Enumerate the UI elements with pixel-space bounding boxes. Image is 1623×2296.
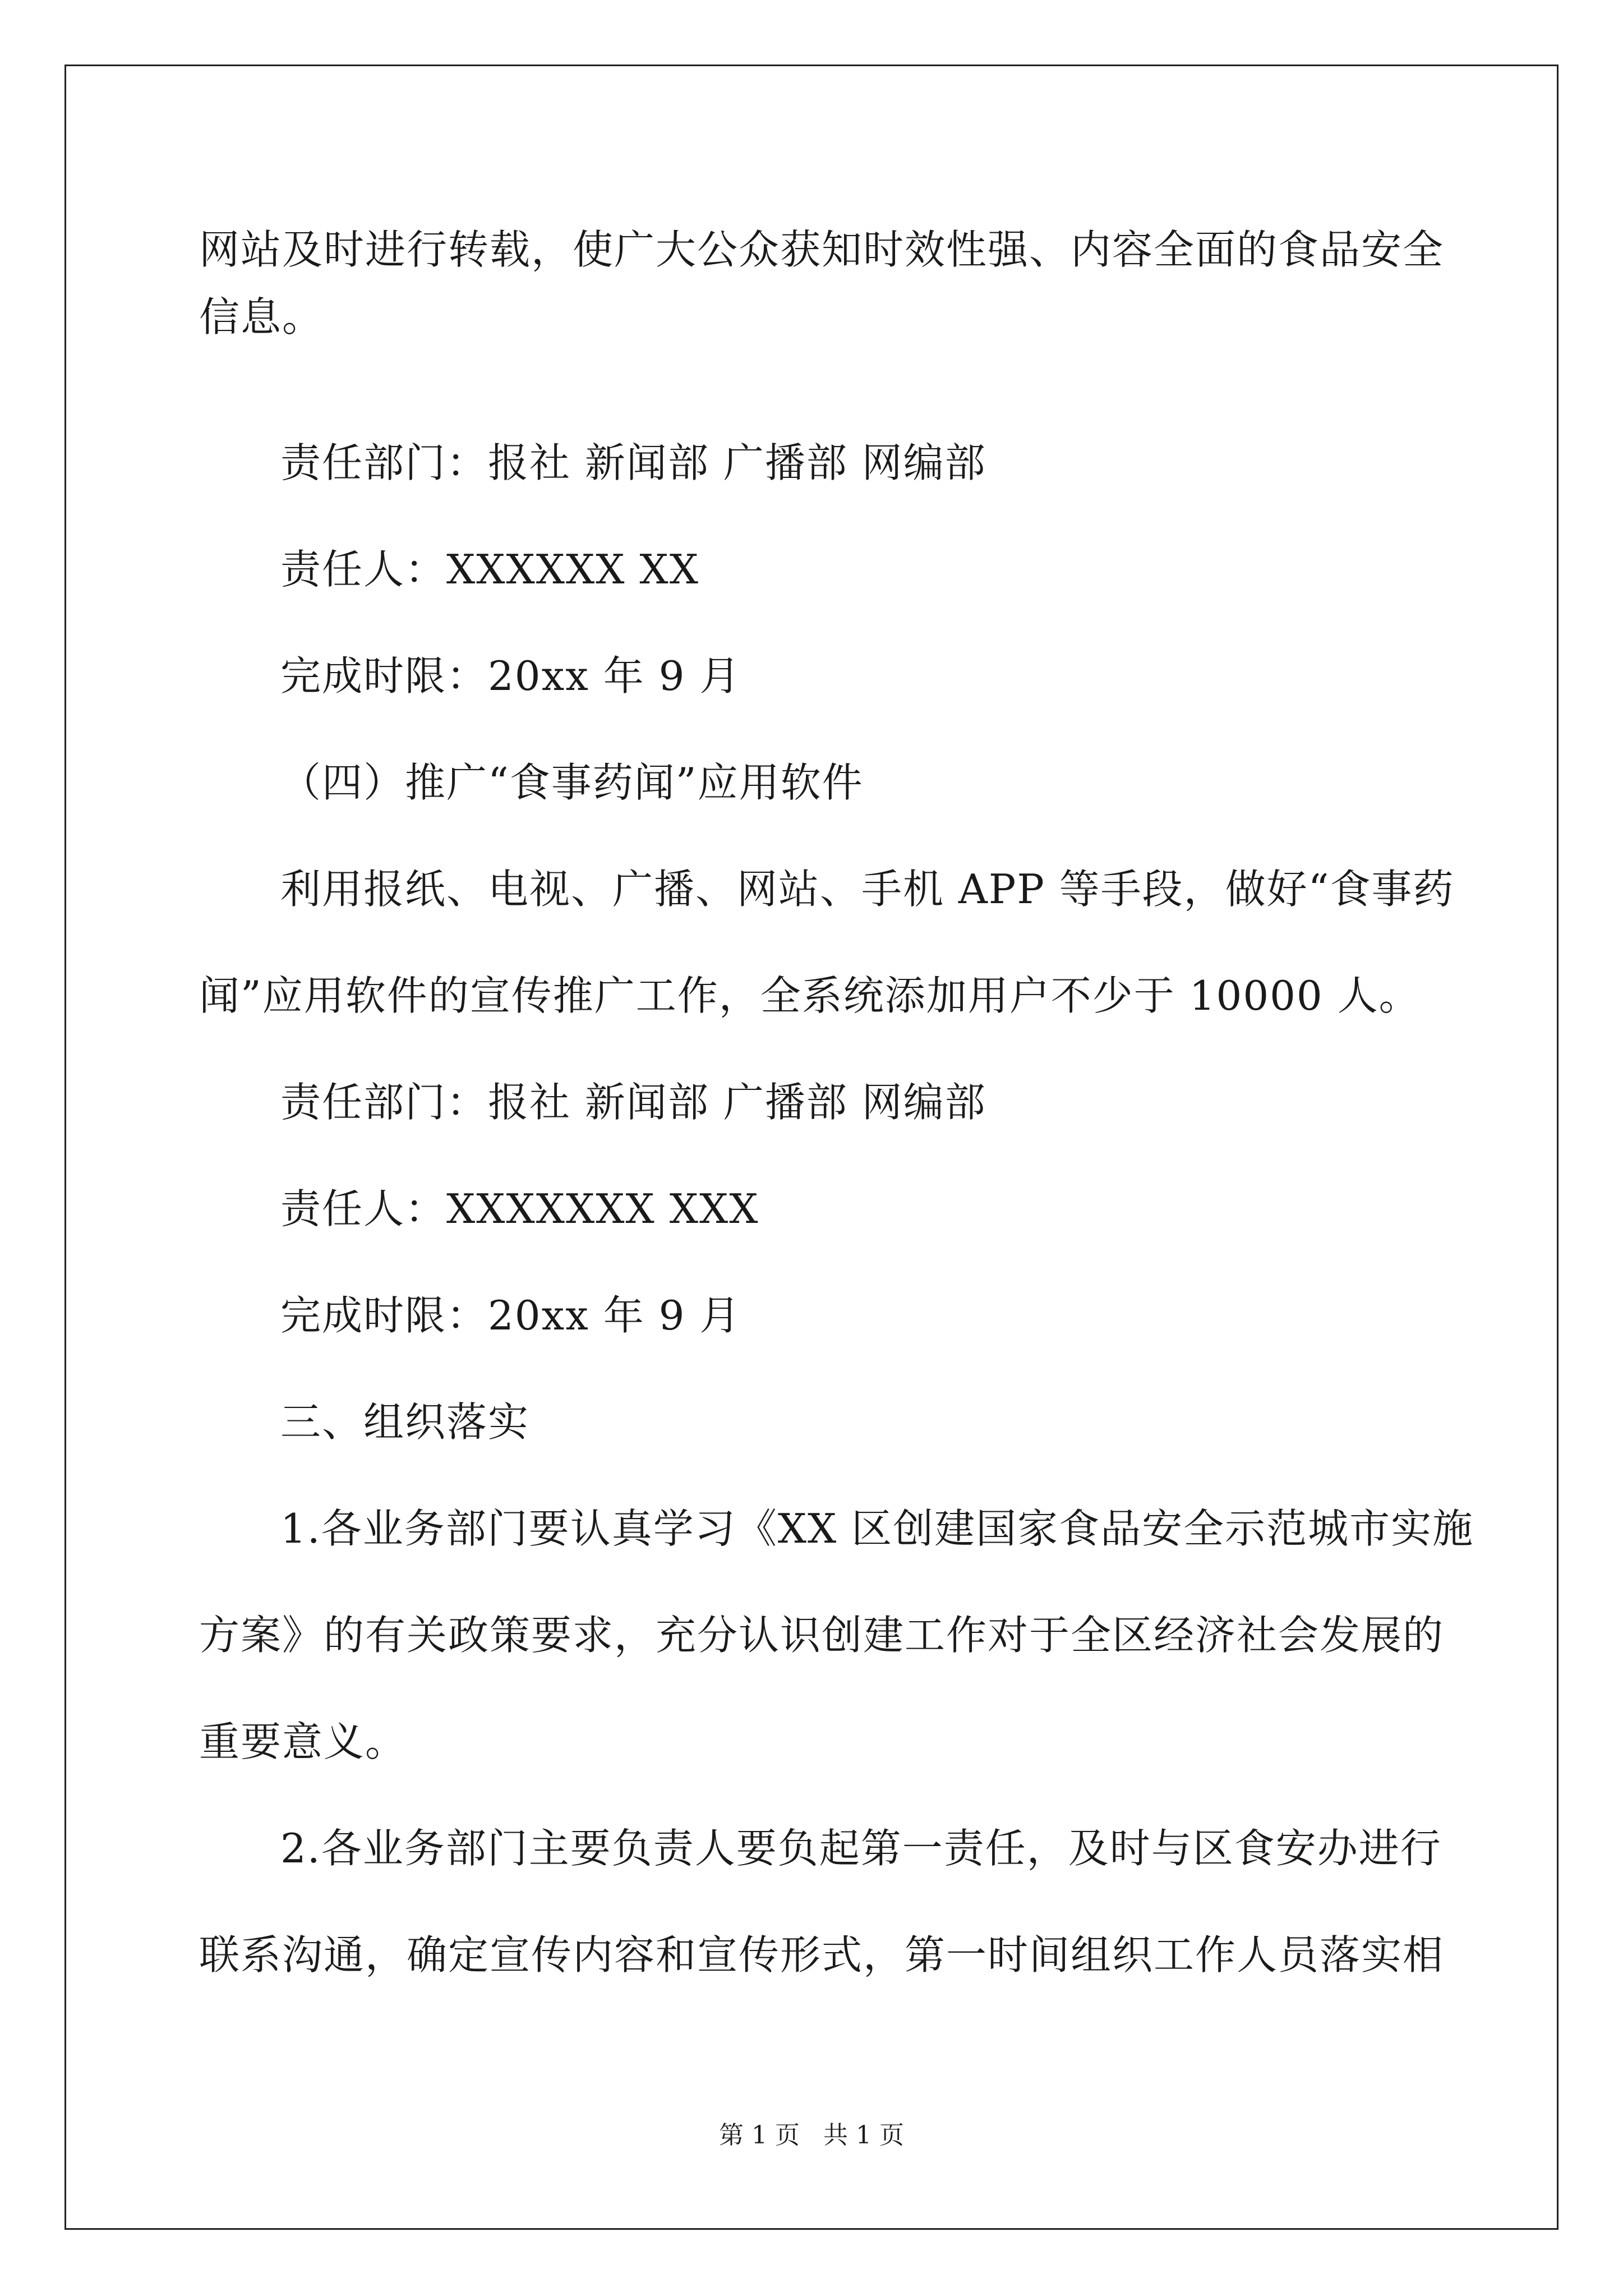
text-line: 责任人：XXXXXXX XXX (280, 1185, 759, 1232)
text-line: 方案》的有关政策要求，充分认识创建工作对于全区经济社会发展的 (199, 1612, 1445, 1659)
text-line: 闻”应用软件的宣传推广工作，全系统添加用户不少于 10000 人。 (199, 972, 1421, 1019)
text-line: 完成时限：20xx 年 9 月 (280, 652, 741, 700)
text-line: 网站及时进行转载，使广大公众获知时效性强、内容全面的食品安全 (199, 226, 1445, 273)
page-border (64, 65, 1559, 2230)
text-line: 联系沟通，确定宣传内容和宣传形式，第一时间组织工作人员落实相 (199, 1931, 1445, 1978)
text-line: 完成时限：20xx 年 9 月 (280, 1292, 741, 1339)
section-heading: （四）推广“食事药闻”应用软件 (280, 759, 864, 806)
text-line: 责任部门：报社 新闻部 广播部 网编部 (280, 1079, 986, 1126)
text-line: 责任人：XXXXXX XX (280, 546, 699, 593)
text-line: 利用报纸、电视、广播、网站、手机 APP 等手段，做好“食事药 (280, 866, 1455, 913)
text-line: 责任部门：报社 新闻部 广播部 网编部 (280, 439, 986, 486)
text-line: 1.各业务部门要认真学习《XX 区创建国家食品安全示范城市实施 (280, 1505, 1474, 1552)
text-line: 信息。 (199, 293, 324, 341)
section-heading: 三、组织落实 (280, 1398, 530, 1446)
text-line: 重要意义。 (199, 1718, 407, 1765)
text-line: 2.各业务部门主要负责人要负起第一责任，及时与区食安办进行 (280, 1825, 1442, 1872)
page-number: 第 1 页 共 1 页 (719, 2121, 904, 2150)
